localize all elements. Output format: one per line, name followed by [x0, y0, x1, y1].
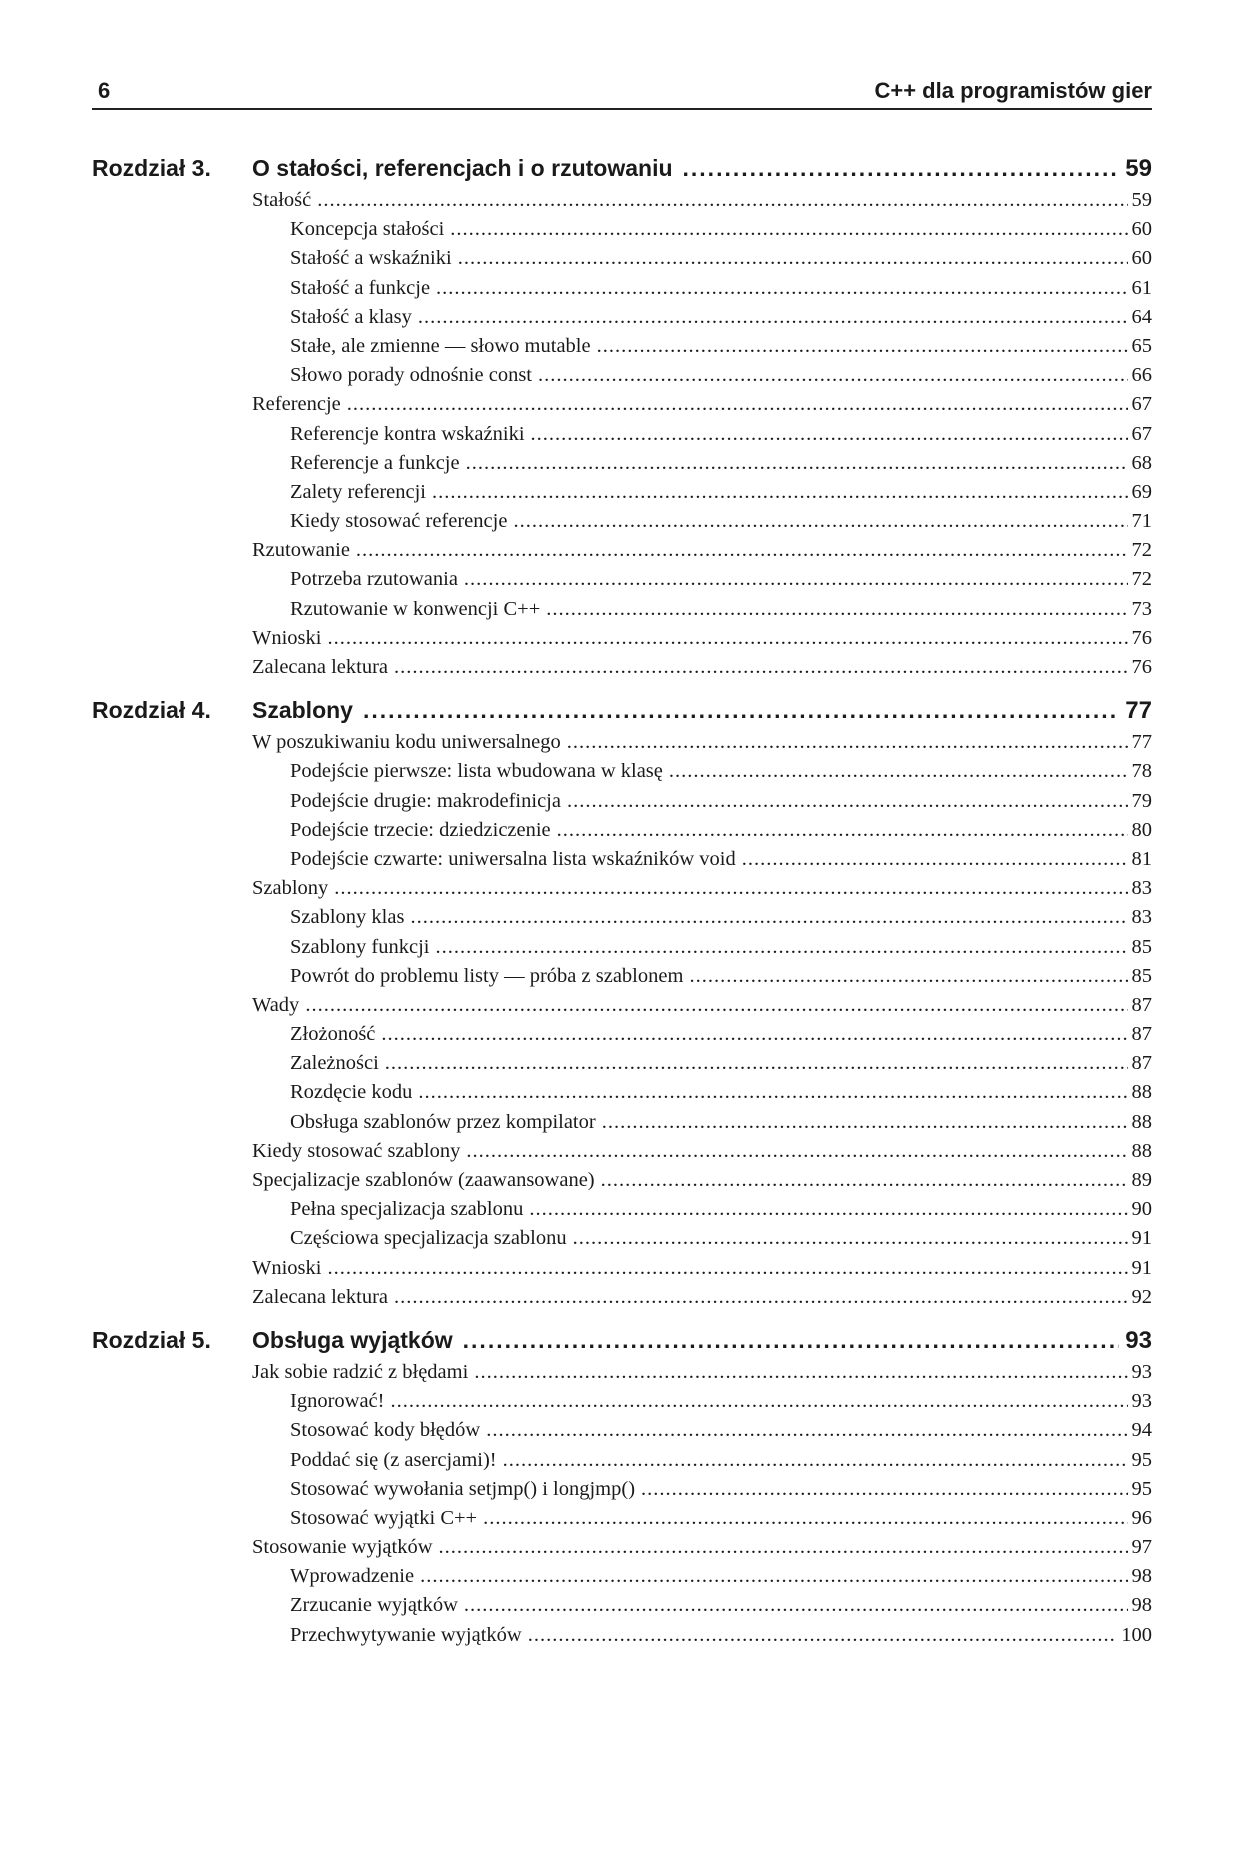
dot-leader [390, 1390, 1127, 1413]
toc-subsection-entry [92, 903, 1152, 932]
toc-entry-line [290, 790, 1152, 813]
dot-leader [557, 819, 1128, 842]
toc-entry-title: Jak sobie radzić z błędami [252, 1360, 469, 1383]
dot-leader [742, 848, 1128, 871]
toc-entry-title: Obsługa szablonów przez kompilator [290, 1110, 596, 1133]
toc-entry-line [290, 1478, 1152, 1501]
toc-entry-page-number: 88 [1131, 1139, 1152, 1162]
toc-entry-title: Słowo porady odnośnie const [290, 364, 532, 387]
toc-entry-title: Podejście drugie: makrodefinicja [290, 789, 561, 812]
toc-entry-line [252, 539, 1152, 562]
toc-subsection-entry [92, 933, 1152, 962]
toc-subsection-entry [92, 215, 1152, 244]
toc-entry-line [252, 1257, 1152, 1280]
toc-subsection-entry [92, 420, 1152, 449]
toc-subsection-entry [92, 1504, 1152, 1533]
toc-entry-line [290, 481, 1152, 504]
toc-entry-title: Rzutowanie [252, 539, 350, 562]
toc-entry-title: Stałość a klasy [290, 305, 412, 328]
toc-entry-page-number: 87 [1131, 993, 1152, 1016]
dot-leader [466, 452, 1128, 475]
toc-entry-title: Referencje [252, 393, 341, 416]
toc-subsection-entry [92, 1387, 1152, 1416]
toc-entry-page-number: 87 [1131, 1052, 1152, 1075]
toc-subsection-entry [92, 816, 1152, 845]
toc-entry-title: Stosowanie wyjątków [252, 1536, 433, 1559]
toc-subsection-entry [92, 1475, 1152, 1504]
dot-leader [327, 627, 1127, 650]
toc-subsection-entry [92, 1049, 1152, 1078]
toc-section-entry [92, 1137, 1152, 1166]
toc-entry-title: Zrzucanie wyjątków [290, 1594, 458, 1617]
toc-entry-line [290, 335, 1152, 358]
toc-entry-line [252, 731, 1152, 754]
toc-entry-line [290, 965, 1152, 988]
toc-subsection-entry [92, 1108, 1152, 1137]
dot-leader [464, 568, 1128, 591]
dot-leader [356, 539, 1128, 562]
dot-leader [538, 364, 1128, 387]
toc-entry-line [290, 1507, 1152, 1530]
toc-entry-line [290, 510, 1152, 533]
toc-subsection-entry [92, 303, 1152, 332]
toc-section-entry [92, 1166, 1152, 1195]
table-of-contents [92, 152, 1152, 1650]
chapter-title-line [252, 697, 1152, 725]
toc-entry-line [252, 189, 1152, 212]
toc-entry-line [290, 1565, 1152, 1588]
dot-leader [464, 1594, 1128, 1617]
toc-subsection-entry [92, 1591, 1152, 1620]
dot-leader [567, 731, 1128, 754]
running-header [92, 72, 1152, 110]
dot-leader [347, 393, 1128, 416]
toc-subsection-entry [92, 1621, 1152, 1650]
toc-section-entry [92, 390, 1152, 419]
chapter-heading [92, 694, 1152, 728]
toc-subsection-entry [92, 757, 1152, 786]
toc-entry-page-number: 60 [1131, 247, 1152, 270]
toc-entry-page-number: 95 [1131, 1477, 1152, 1500]
toc-entry-title: Specjalizacje szablonów (zaawansowane) [252, 1169, 595, 1191]
dot-leader [458, 247, 1128, 270]
toc-entry-title: Wady [252, 993, 300, 1016]
chapter-title-line [252, 155, 1152, 183]
toc-entry-title: Pełna specjalizacja szablonu [290, 1198, 524, 1221]
dot-leader [317, 189, 1127, 212]
toc-entry-page-number: 59 [1131, 189, 1152, 211]
dot-leader [334, 877, 1127, 900]
dot-leader [418, 1081, 1127, 1104]
toc-entry-page-number: 67 [1131, 422, 1152, 445]
dot-leader [597, 335, 1128, 358]
toc-entry-page-number: 69 [1131, 480, 1152, 503]
toc-entry-page-number: 90 [1131, 1198, 1152, 1221]
toc-entry-title: Rzutowanie w konwencji C++ [290, 597, 541, 620]
dot-leader [483, 1507, 1127, 1530]
toc-entry-title: Stałość a wskaźniki [290, 247, 452, 270]
toc-entry-title: Szablony klas [290, 906, 405, 929]
toc-entry-line [252, 627, 1152, 650]
toc-entry-line [252, 656, 1152, 679]
toc-entry-line [290, 848, 1152, 871]
toc-entry-page-number: 60 [1131, 218, 1152, 241]
dot-leader [513, 510, 1127, 533]
toc-entry-page-number: 96 [1131, 1506, 1152, 1529]
toc-subsection-entry [92, 274, 1152, 303]
toc-subsection-entry [92, 845, 1152, 874]
dot-leader [669, 760, 1128, 783]
toc-entry-page-number: 98 [1131, 1594, 1152, 1617]
toc-entry-page-number: 85 [1131, 935, 1152, 958]
toc-entry-page-number: 92 [1131, 1285, 1152, 1308]
toc-entry-page-number: 94 [1131, 1419, 1152, 1442]
toc-entry-title: Stałość [252, 189, 312, 211]
toc-entry-line [290, 306, 1152, 329]
toc-section-entry [92, 1533, 1152, 1562]
toc-entry-page-number: 73 [1131, 597, 1152, 620]
chapter-title: O stałości, referencjach i o rzutowaniu [252, 155, 673, 181]
toc-entry-title: Stałość a funkcje [290, 276, 431, 299]
toc-entry-title: Stosować kody błędów [290, 1419, 481, 1442]
dot-leader [432, 481, 1127, 504]
toc-entry-page-number: 80 [1131, 818, 1152, 841]
chapter-title: Obsługa wyjątków [252, 1326, 453, 1353]
toc-entry-page-number: 97 [1131, 1536, 1152, 1559]
toc-entry-line [290, 1023, 1152, 1046]
toc-entry-page-number: 87 [1131, 1023, 1152, 1046]
dot-leader [531, 423, 1128, 446]
toc-entry-title: Częściowa specjalizacja szablonu [290, 1227, 567, 1250]
toc-section-entry [92, 536, 1152, 565]
chapter-page-number: 59 [1125, 155, 1152, 182]
toc-entry-line [290, 936, 1152, 959]
toc-entry-page-number: 77 [1131, 731, 1152, 754]
toc-entry-title: Złożoność [290, 1023, 376, 1046]
dot-leader [529, 1198, 1127, 1221]
toc-entry-line [290, 1227, 1152, 1250]
dot-leader [420, 1565, 1127, 1588]
toc-entry-line [290, 598, 1152, 621]
toc-subsection-entry [92, 595, 1152, 624]
toc-subsection-entry [92, 787, 1152, 816]
toc-entry-line [290, 1390, 1152, 1413]
chapter-label: Rozdział 5. [92, 1326, 211, 1353]
dot-leader [305, 994, 1127, 1017]
dot-leader [418, 306, 1128, 329]
toc-entry-title: Przechwytywanie wyjątków [290, 1623, 522, 1646]
chapter-label: Rozdział 4. [92, 697, 211, 724]
toc-entry-page-number: 76 [1131, 626, 1152, 649]
toc-entry-title: Rozdęcie kodu [290, 1081, 413, 1104]
toc-entry-line [290, 218, 1152, 241]
toc-entry-page-number: 88 [1131, 1110, 1152, 1133]
toc-entry-page-number: 85 [1131, 964, 1152, 987]
dot-leader [528, 1624, 1118, 1647]
toc-entry-line [290, 1419, 1152, 1442]
toc-entry-line [252, 1361, 1152, 1384]
toc-subsection-entry [92, 1446, 1152, 1475]
dot-leader [410, 906, 1127, 929]
toc-section-entry [92, 1283, 1152, 1312]
toc-entry-line [290, 906, 1152, 929]
chapter-spacer [92, 682, 1152, 694]
chapter-page-number: 77 [1125, 697, 1152, 725]
dot-leader [567, 790, 1128, 813]
toc-entry-page-number: 100 [1121, 1623, 1152, 1646]
toc-entry-title: Zalecana lektura [252, 656, 389, 678]
toc-entry-page-number: 81 [1131, 847, 1152, 870]
toc-section-entry [92, 1358, 1152, 1387]
dot-leader [439, 1536, 1128, 1559]
toc-entry-line [252, 1140, 1152, 1163]
toc-entry-page-number: 71 [1131, 510, 1152, 533]
toc-entry-page-number: 93 [1131, 1390, 1152, 1413]
dot-leader [327, 1257, 1127, 1280]
toc-subsection-entry [92, 1224, 1152, 1253]
toc-section-entry [92, 1254, 1152, 1283]
toc-entry-title: Koncepcja stałości [290, 218, 445, 241]
toc-entry-line [290, 1052, 1152, 1075]
dot-leader [436, 936, 1128, 959]
dot-leader [381, 1023, 1127, 1046]
toc-entry-title: Podejście pierwsze: lista wbudowana w klasę [290, 760, 663, 783]
toc-entry-line [252, 877, 1152, 900]
toc-entry-line [252, 393, 1152, 416]
dot-leader [689, 965, 1127, 988]
toc-entry-title: Referencje a funkcje [290, 451, 460, 474]
toc-entry-line [290, 568, 1152, 591]
toc-entry-page-number: 83 [1131, 906, 1152, 929]
toc-entry-page-number: 79 [1131, 789, 1152, 812]
toc-section-entry [92, 991, 1152, 1020]
dot-leader [546, 598, 1127, 621]
toc-subsection-entry [92, 1416, 1152, 1445]
toc-entry-page-number: 76 [1131, 656, 1152, 678]
dot-leader [503, 1449, 1128, 1472]
dot-leader [385, 1052, 1128, 1075]
toc-entry-page-number: 64 [1131, 305, 1152, 328]
toc-entry-title: Referencje kontra wskaźniki [290, 422, 525, 445]
toc-subsection-entry [92, 1195, 1152, 1224]
toc-entry-title: Stosować wyjątki C++ [290, 1506, 478, 1529]
toc-entry-line [252, 1169, 1152, 1192]
book-title: C++ dla programistów gier [874, 78, 1152, 103]
toc-entry-title: Podejście czwarte: uniwersalna lista wskaźników void [290, 847, 736, 870]
toc-entry-line [252, 1286, 1152, 1309]
dot-leader [466, 1140, 1127, 1163]
toc-entry-line [290, 819, 1152, 842]
chapter-page-number: 93 [1125, 1326, 1152, 1354]
toc-entry-page-number: 72 [1131, 568, 1152, 591]
dot-leader [463, 1327, 1120, 1354]
toc-entry-title: Potrzeba rzutowania [290, 568, 458, 591]
toc-entry-line [290, 760, 1152, 783]
toc-subsection-entry [92, 962, 1152, 991]
toc-subsection-entry [92, 332, 1152, 361]
chapter-label: Rozdział 3. [92, 155, 211, 181]
toc-entry-title: Kiedy stosować referencje [290, 510, 508, 533]
toc-entry-title: Zalety referencji [290, 480, 427, 503]
toc-entry-title: Wprowadzenie [290, 1565, 415, 1588]
toc-subsection-entry [92, 1562, 1152, 1591]
chapter-title: Szablony [252, 697, 353, 724]
dot-leader [394, 656, 1127, 679]
toc-entry-title: Szablony [252, 877, 329, 900]
toc-entry-title: Poddać się (z asercjami)! [290, 1448, 497, 1471]
toc-entry-page-number: 93 [1131, 1360, 1152, 1383]
toc-subsection-entry [92, 565, 1152, 594]
toc-section-entry [92, 653, 1152, 682]
toc-subsection-entry [92, 361, 1152, 390]
chapter-spacer [92, 1312, 1152, 1324]
toc-entry-title: Stałe, ale zmienne — słowo mutable [290, 334, 591, 357]
toc-entry-page-number: 61 [1131, 276, 1152, 299]
toc-entry-page-number: 67 [1131, 393, 1152, 416]
toc-entry-page-number: 78 [1131, 760, 1152, 783]
toc-entry-page-number: 98 [1131, 1565, 1152, 1588]
dot-leader [450, 218, 1127, 241]
toc-entry-line [290, 423, 1152, 446]
toc-entry-title: Zalecana lektura [252, 1285, 389, 1308]
toc-entry-line [290, 1111, 1152, 1134]
chapter-heading [92, 1324, 1152, 1358]
dot-leader [602, 1111, 1128, 1134]
toc-entry-line [290, 1198, 1152, 1221]
chapter-heading [92, 152, 1152, 186]
toc-entry-line [290, 364, 1152, 387]
dot-leader [641, 1478, 1127, 1501]
toc-entry-page-number: 91 [1131, 1256, 1152, 1279]
dot-leader [363, 697, 1119, 724]
toc-entry-page-number: 66 [1131, 364, 1152, 387]
toc-entry-title: Podejście trzecie: dziedziczenie [290, 818, 551, 841]
toc-entry-title: Wnioski [252, 1256, 322, 1279]
toc-subsection-entry [92, 1020, 1152, 1049]
dot-leader [601, 1169, 1128, 1192]
toc-subsection-entry [92, 1078, 1152, 1107]
toc-entry-line [290, 452, 1152, 475]
toc-entry-title: Stosować wywołania setjmp() i longjmp() [290, 1477, 636, 1500]
toc-entry-title: Ignorować! [290, 1390, 385, 1413]
toc-entry-page-number: 65 [1131, 334, 1152, 357]
toc-entry-line [290, 1449, 1152, 1472]
toc-entry-page-number: 83 [1131, 877, 1152, 900]
toc-entry-page-number: 72 [1131, 539, 1152, 562]
chapter-title-line [252, 1327, 1152, 1355]
toc-entry-page-number: 68 [1131, 451, 1152, 474]
toc-entry-title: Wnioski [252, 626, 322, 649]
toc-entry-title: W poszukiwaniu kodu uniwersalnego [252, 731, 561, 754]
toc-entry-line [290, 277, 1152, 300]
dot-leader [474, 1361, 1127, 1384]
toc-entry-line [252, 1536, 1152, 1559]
toc-entry-line [290, 1081, 1152, 1104]
toc-entry-page-number: 95 [1131, 1448, 1152, 1471]
dot-leader [573, 1227, 1128, 1250]
toc-section-entry [92, 624, 1152, 653]
page-number: 6 [98, 78, 111, 103]
toc-entry-page-number: 91 [1131, 1227, 1152, 1250]
toc-subsection-entry [92, 244, 1152, 273]
toc-entry-line [290, 1594, 1152, 1617]
toc-entry-title: Szablony funkcji [290, 935, 430, 958]
toc-entry-title: Powrót do problemu listy — próba z szablonem [290, 964, 684, 987]
toc-section-entry [92, 728, 1152, 757]
dot-leader [394, 1286, 1127, 1309]
toc-entry-title: Zależności [290, 1052, 379, 1075]
toc-entry-title: Kiedy stosować szablony [252, 1139, 461, 1162]
toc-entry-page-number: 89 [1131, 1169, 1152, 1191]
dot-leader [436, 277, 1127, 300]
dot-leader [683, 155, 1120, 182]
toc-subsection-entry [92, 478, 1152, 507]
toc-entry-line [252, 994, 1152, 1017]
dot-leader [486, 1419, 1127, 1442]
toc-section-entry [92, 186, 1152, 215]
toc-section-entry [92, 874, 1152, 903]
toc-entry-page-number: 88 [1131, 1081, 1152, 1104]
toc-subsection-entry [92, 449, 1152, 478]
toc-entry-line [290, 1624, 1152, 1647]
toc-entry-line [290, 247, 1152, 270]
toc-subsection-entry [92, 507, 1152, 536]
